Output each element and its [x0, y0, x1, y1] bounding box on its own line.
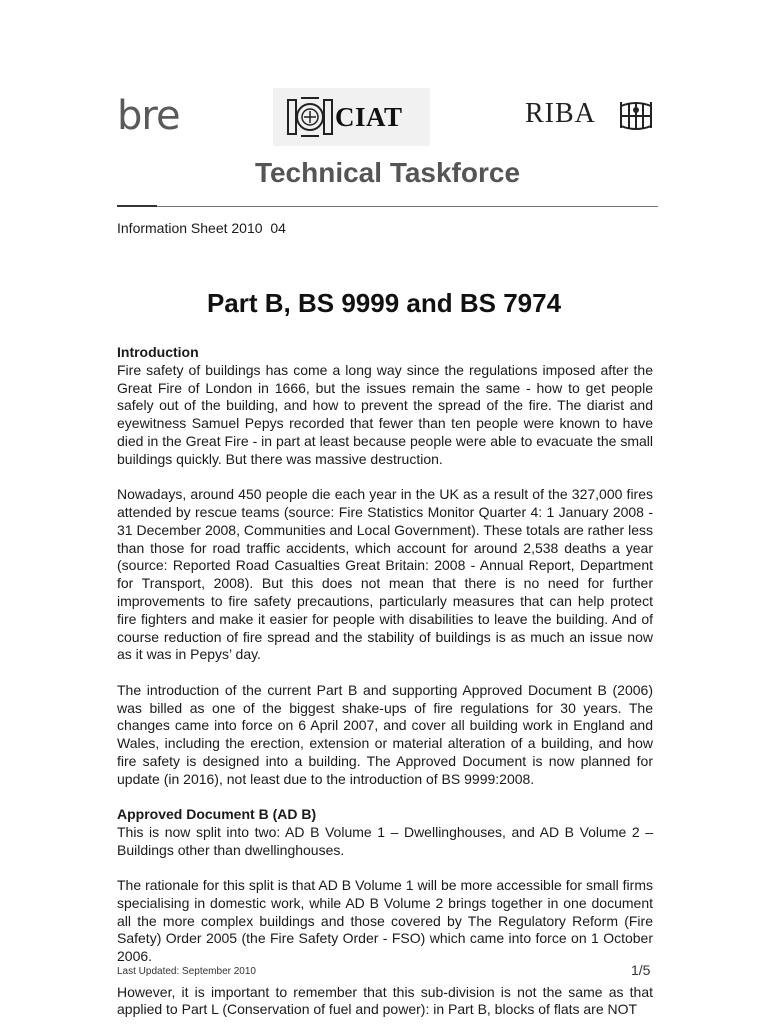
ciat-crest-icon: [287, 96, 333, 138]
paragraph: This is now split into two: AD B Volume 1 – Dwellinghouses, and AD B Volume 2 – Buildings other than dwellinghouses.: [117, 823, 653, 858]
document-body: [117, 344, 653, 1019]
bre-logo-text: bre: [117, 93, 180, 139]
header-rule-accent: [117, 205, 157, 207]
ciat-logo-text: CIAT: [335, 102, 403, 132]
header-rule: [157, 206, 658, 207]
paragraph: The introduction of the current Part B and supporting Approved Document B (2006) was billed as one of the biggest shake-ups of fire regulations for 30 years. The changes came into force on 6 April 2007, and cover all building work in England and Wales, including the erection, extension or material alteration of a building, and how fire safety is designed into a building. The Approved Document is now planned for update (in 2016), not least due to the introduction of BS 9999:2008.: [117, 681, 653, 787]
paragraph: Fire safety of buildings has come a long way since the regulations imposed after the Great Fire of London in 1666, but the issues remain the same - how to get people safely out of the building, and how to prevent the spread of the fire. The diarist and eyewitness Samuel Pepys recorded that fewer than ten people were known to have died in the Great Fire - in part at least because people were able to evacuate the small buildings quickly. But there was massive destruction.: [117, 361, 653, 467]
page-number: 1/5: [631, 962, 651, 978]
riba-crest-icon: [617, 98, 655, 132]
document-title: Part B, BS 9999 and BS 7974: [206, 288, 562, 318]
adb-heading: Approved Document B (AD B): [117, 806, 317, 823]
last-updated-footer: Last Updated: September 2010: [117, 966, 256, 977]
ciat-logo: [273, 88, 430, 146]
riba-logo-text: RIBA: [525, 98, 596, 129]
bre-logo: [117, 93, 180, 139]
taskforce-title: Technical Taskforce: [254, 157, 521, 188]
paragraph: Nowadays, around 450 people die each year in the UK as a result of the 327,000 fires attended by rescue teams (source: Fire Statistics Monitor Quarter 4: 1 January 2008 - 31 December 2008, Communities and Local Government). These totals are rather less than those for road traffic accidents, which account for around 2,538 deaths a year (source: Reported Road Casualties Great Britain: 2008 - Annual Report, Department for Transport, 2008). But this does not mean that there is no need for further improvements to fire safety precautions, particularly measures that can help protect fire fighters and make it easier for people with disabilities to leave the building. And of course reduction of fire spread and the stability of buildings is as much an issue now as it was in Pepys’ day.: [117, 486, 653, 663]
paragraph: However, it is important to remember that this sub-division is not the same as that applied to Part L (Conservation of fuel and power): in Part B, blocks of flats are NOT: [117, 983, 653, 1018]
paragraph: The rationale for this split is that AD B Volume 1 will be more accessible for small firms specialising in domestic work, while AD B Volume 2 brings together in one document all the more complex buildings and those covered by The Regulatory Reform (Fire Safety) Order 2005 (the Fire Safety Order - FSO) which came into force on 1 October 2006.: [117, 877, 653, 965]
information-sheet-label: Information Sheet 2010 04: [117, 220, 286, 236]
introduction-heading: Introduction: [117, 344, 199, 360]
